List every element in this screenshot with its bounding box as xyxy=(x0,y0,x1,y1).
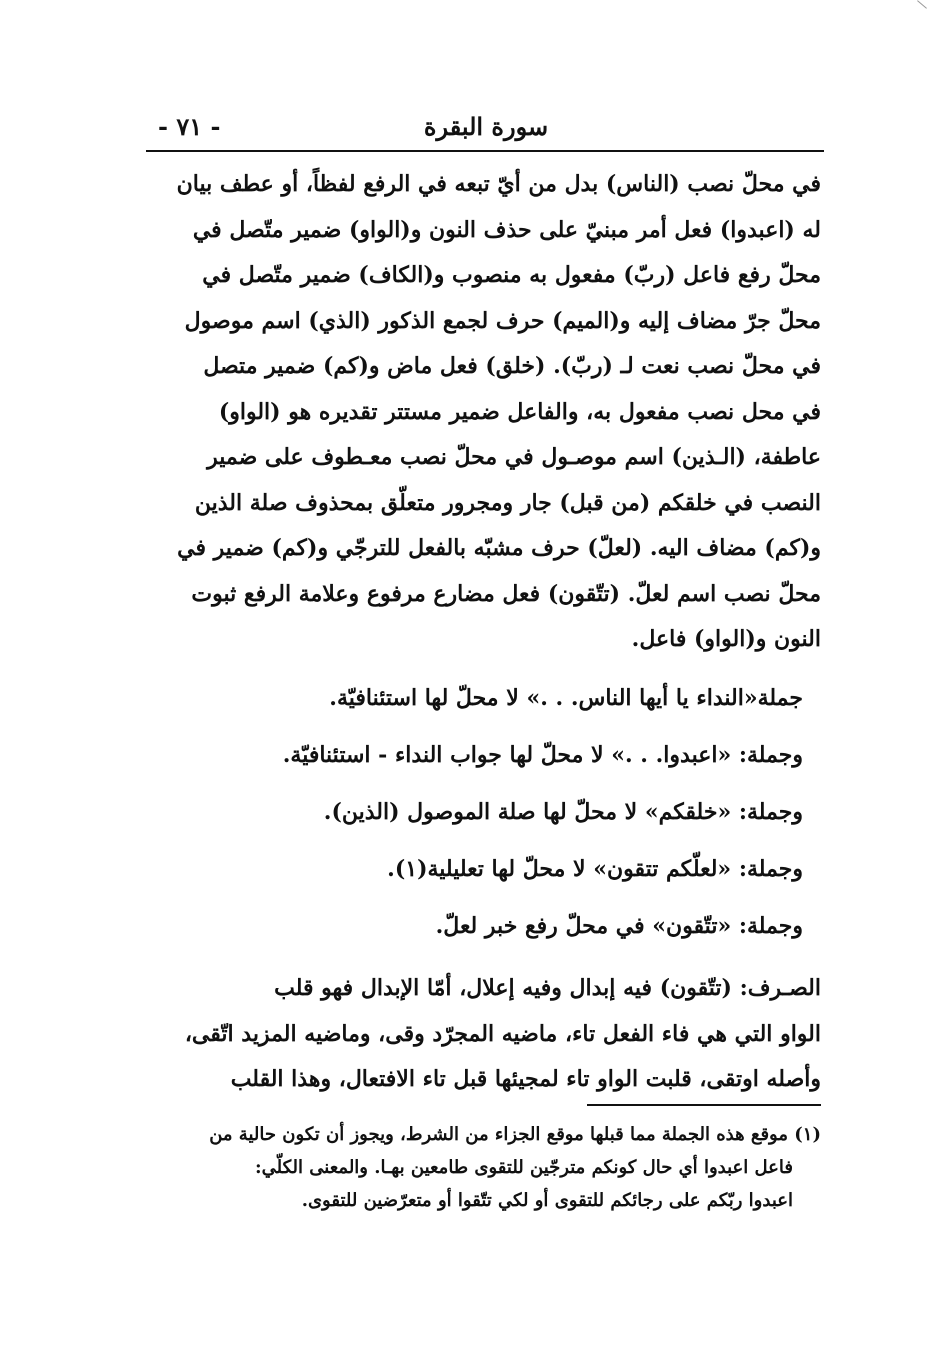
text-line: له (اعبدوا) فعل أمر مبنيّ على حذف النون و(الواو) ضمير متّصل في xyxy=(192,216,821,243)
text-line: محلّ نصب اسم لعلّ. (تتّقون) فعل مضارع مرفوع وعلامة الرفع ثبوت xyxy=(191,580,821,607)
text-line: النصب في خلقكم (من قبل) جار ومجرور متعلّق بمحذوف صلة الذين xyxy=(194,489,821,516)
footnote-line: اعبدوا ربّكم على رجائكم للتقوى أو لكي تتّقوا أو متعرّضين للتقوى. xyxy=(301,1190,793,1211)
surah-title: سورة البقرة xyxy=(423,112,549,141)
sentence-item: وجملة: «لعلّكم تتقون» لا محلّ لها تعليلية(١). xyxy=(387,856,803,882)
text-line: وأصله اوتقى، قلبت الواو تاء لمجيئها قبل تاء الافتعال، وهذا القلب xyxy=(230,1066,821,1092)
text-line: محلّ جرّ مضاف إليه و(الميم) حرف لجمع الذكور (الذي) اسم موصول xyxy=(184,307,821,334)
sentence-item: جملة«النداء يا أيها الناس. . .» لا محلّ لها استئنافيّة. xyxy=(329,685,803,711)
page-header xyxy=(150,108,822,148)
sentence-list xyxy=(163,676,803,961)
sentence-item: وجملة: «خلقكم» لا محلّ لها صلة الموصول (الذين). xyxy=(323,799,803,825)
text-line: النون و(الواو) فاعل. xyxy=(631,626,821,652)
text-line: في محلّ نصب نعت لـ (ربّ). (خلق) فعل ماض و(كم) ضمير متصل xyxy=(203,353,821,379)
morphology-paragraph xyxy=(149,966,821,1103)
sentence-item: وجملة: «اعبدوا. . .» لا محلّ لها جواب النداء - استئنافيّة. xyxy=(282,742,803,768)
text-line xyxy=(149,966,821,1012)
text-line: محلّ رفع فاعل (ربّ) مفعول به منصوب و(الكاف) ضمير متّصل في xyxy=(202,262,821,288)
sentence-item: وجملة: «تتّقون» في محلّ رفع خبر لعلّ. xyxy=(435,913,803,939)
irab-paragraph xyxy=(149,162,821,663)
text-line: الواو التي هي فاء الفعل تاء، ماضيه المجرّد وقى، وماضيه المزيد اتّقى، xyxy=(184,1020,821,1047)
footnote-line: (١) موقع هذه الجملة مما قبلها موقع الجزاء من الشرط، ويجوز أن تكون حالية من xyxy=(209,1124,821,1145)
text-line: و(كم) مضاف اليه. (لعلّ) حرف مشبّه بالفعل للترجّي و(كم) ضمير في xyxy=(177,535,821,561)
footnotes xyxy=(146,1118,821,1217)
page-number: - ٧١ - xyxy=(158,112,221,141)
text-line: في محلّ نصب (الناس) بدل من أيّ تبعه في الرفع لفظاً، أو عطف بيان xyxy=(176,171,821,197)
scan-mark xyxy=(917,0,927,8)
footnote-rule xyxy=(587,1104,821,1106)
text-line: في محل نصب مفعول به، والفاعل ضمير مستتر تقديره هو (الواو) xyxy=(218,398,821,425)
text-line: عاطفة، (الـذين) اسم موصـول في محلّ نصب معـطوف على ضمير xyxy=(207,444,821,470)
header-rule xyxy=(146,150,824,152)
text-segment: (تتّقون) فيه إبدال وفيه إعلال، أمّا الإبدال فهو قلب xyxy=(274,975,740,1001)
section-heading: الصـرف: xyxy=(739,975,821,1001)
footnote-line: فاعل اعبدوا أي حال كونكم مترجّين للتقوى طامعين بهـا. والمعنى الكلّي: xyxy=(255,1157,793,1178)
